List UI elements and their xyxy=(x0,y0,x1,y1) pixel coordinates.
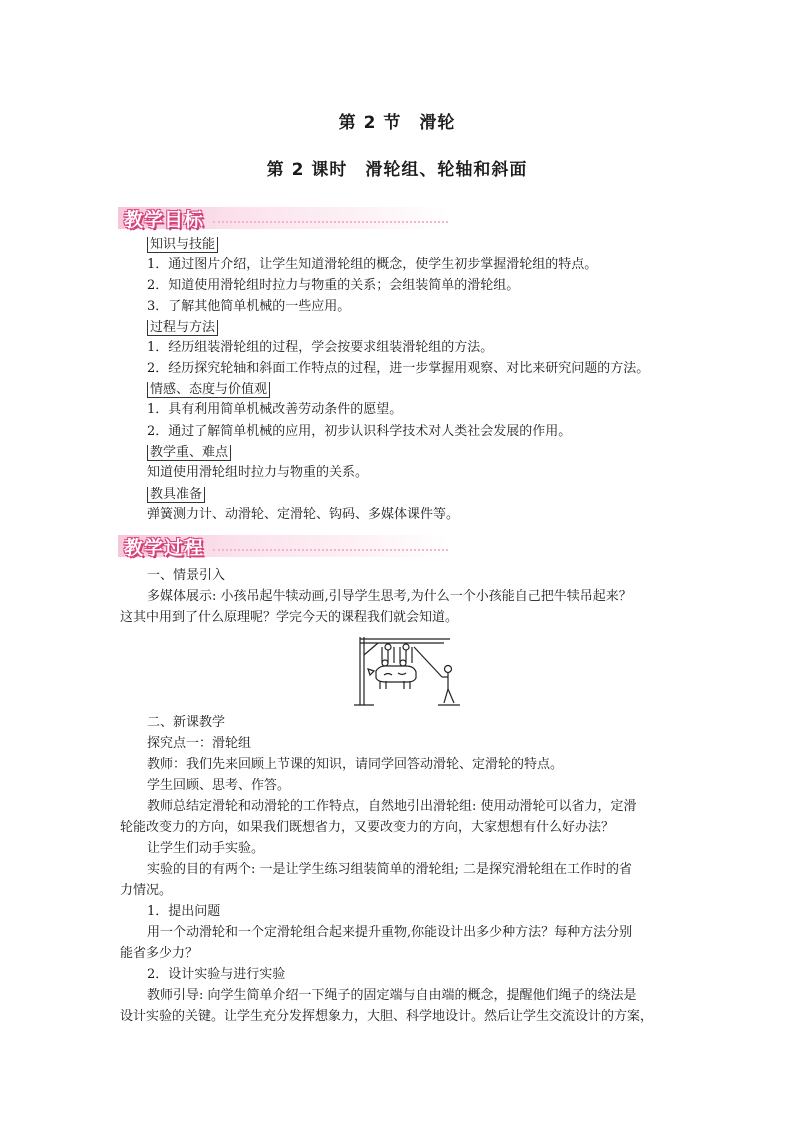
pulley-calf-illustration xyxy=(354,633,462,707)
paragraph-line: 1．提出问题 xyxy=(147,904,221,919)
paragraph-line: 探究点一：滑轮组 xyxy=(147,736,252,751)
tools-text: 弹簧测力计、动滑轮、定滑轮、钩码、多媒体课件等。 xyxy=(147,507,460,522)
tools-heading: 教具准备 xyxy=(147,487,205,503)
emotion-item: 1．具有利用简单机械改善劳动条件的愿望。 xyxy=(147,402,403,417)
paragraph-line: 2．设计实验与进行实验 xyxy=(147,967,286,982)
paragraph-line: 用一个动滑轮和一个定滑轮组合起来提升重物,你能设计出多少种方法？每种方法分别 xyxy=(147,925,633,940)
objectives-banner-label: 教学目标 xyxy=(124,209,205,231)
emotion-item: 2．通过了解简单机械的应用，初步认识科学技术对人类社会发展的作用。 xyxy=(147,424,572,439)
part1-heading: 一、情景引入 xyxy=(147,568,226,583)
paragraph-line: 教师引导: 向学生简单介绍一下绳子的固定端与自由端的概念，提醒他们绳子的绕法是 xyxy=(147,988,637,1003)
paragraph-line: 多媒体展示: 小孩吊起牛犊动画,引导学生思考,为什么一个小孩能自己把牛犊吊起来？ xyxy=(147,589,632,604)
paragraph-line: 让学生们动手实验。 xyxy=(147,841,265,856)
process-banner-label: 教学过程 xyxy=(124,537,205,559)
process-item: 1．经历组装滑轮组的过程，学会按要求组装滑轮组的方法。 xyxy=(147,340,494,355)
section-title: 第 2 节 滑轮 xyxy=(338,113,456,133)
paragraph-line: 设计实验的关键。让学生充分发挥想象力，大胆、科学地设计。然后让学生交流设计的方案， xyxy=(120,1009,654,1024)
knowledge-item: 2．知道使用滑轮组时拉力与物重的关系；会组装简单的滑轮组。 xyxy=(147,278,520,293)
knowledge-heading: 知识与技能 xyxy=(147,237,218,253)
paragraph-line: 轮能改变力的方向，如果我们既想省力，又要改变力的方向，大家想想有什么好办法？ xyxy=(120,820,615,835)
key-points-heading: 教学重、难点 xyxy=(147,445,231,461)
lesson-title: 第 2 课时 滑轮组、轮轴和斜面 xyxy=(266,160,528,180)
banner-dots xyxy=(213,549,448,551)
paragraph-line: 教师：我们先来回顾上节课的知识，请同学回答动滑轮、定滑轮的特点。 xyxy=(147,757,564,772)
objectives-banner xyxy=(118,205,448,231)
paragraph-line: 能省多少力？ xyxy=(120,946,199,961)
banner-dots xyxy=(213,221,448,223)
knowledge-item: 1．通过图片介绍，让学生知道滑轮组的概念，使学生初步掌握滑轮组的特点。 xyxy=(147,257,598,272)
paragraph-line: 教师总结定滑轮和动滑轮的工作特点，自然地引出滑轮组: 使用动滑轮可以省力，定滑 xyxy=(147,799,637,814)
process-banner xyxy=(118,533,448,559)
paragraph-line: 实验的目的有两个: 一是让学生练习组装简单的滑轮组; 二是探究滑轮组在工作时的省 xyxy=(147,862,633,877)
process-item: 2．经历探究轮轴和斜面工作特点的过程，进一步掌握用观察、对比来研究问题的方法。 xyxy=(147,361,650,376)
paragraph-line: 学生回顾、思考、作答。 xyxy=(147,778,291,793)
part2-heading: 二、新课教学 xyxy=(147,715,226,730)
paragraph-line: 这其中用到了什么原理呢？学完今天的课程我们就会知道。 xyxy=(120,610,459,625)
emotion-heading: 情感、态度与价值观 xyxy=(147,382,270,398)
key-points-text: 知道使用滑轮组时拉力与物重的关系。 xyxy=(147,465,369,480)
process-heading: 过程与方法 xyxy=(147,320,218,336)
paragraph-line: 力情况。 xyxy=(120,883,173,898)
knowledge-item: 3．了解其他简单机械的一些应用。 xyxy=(147,299,351,314)
